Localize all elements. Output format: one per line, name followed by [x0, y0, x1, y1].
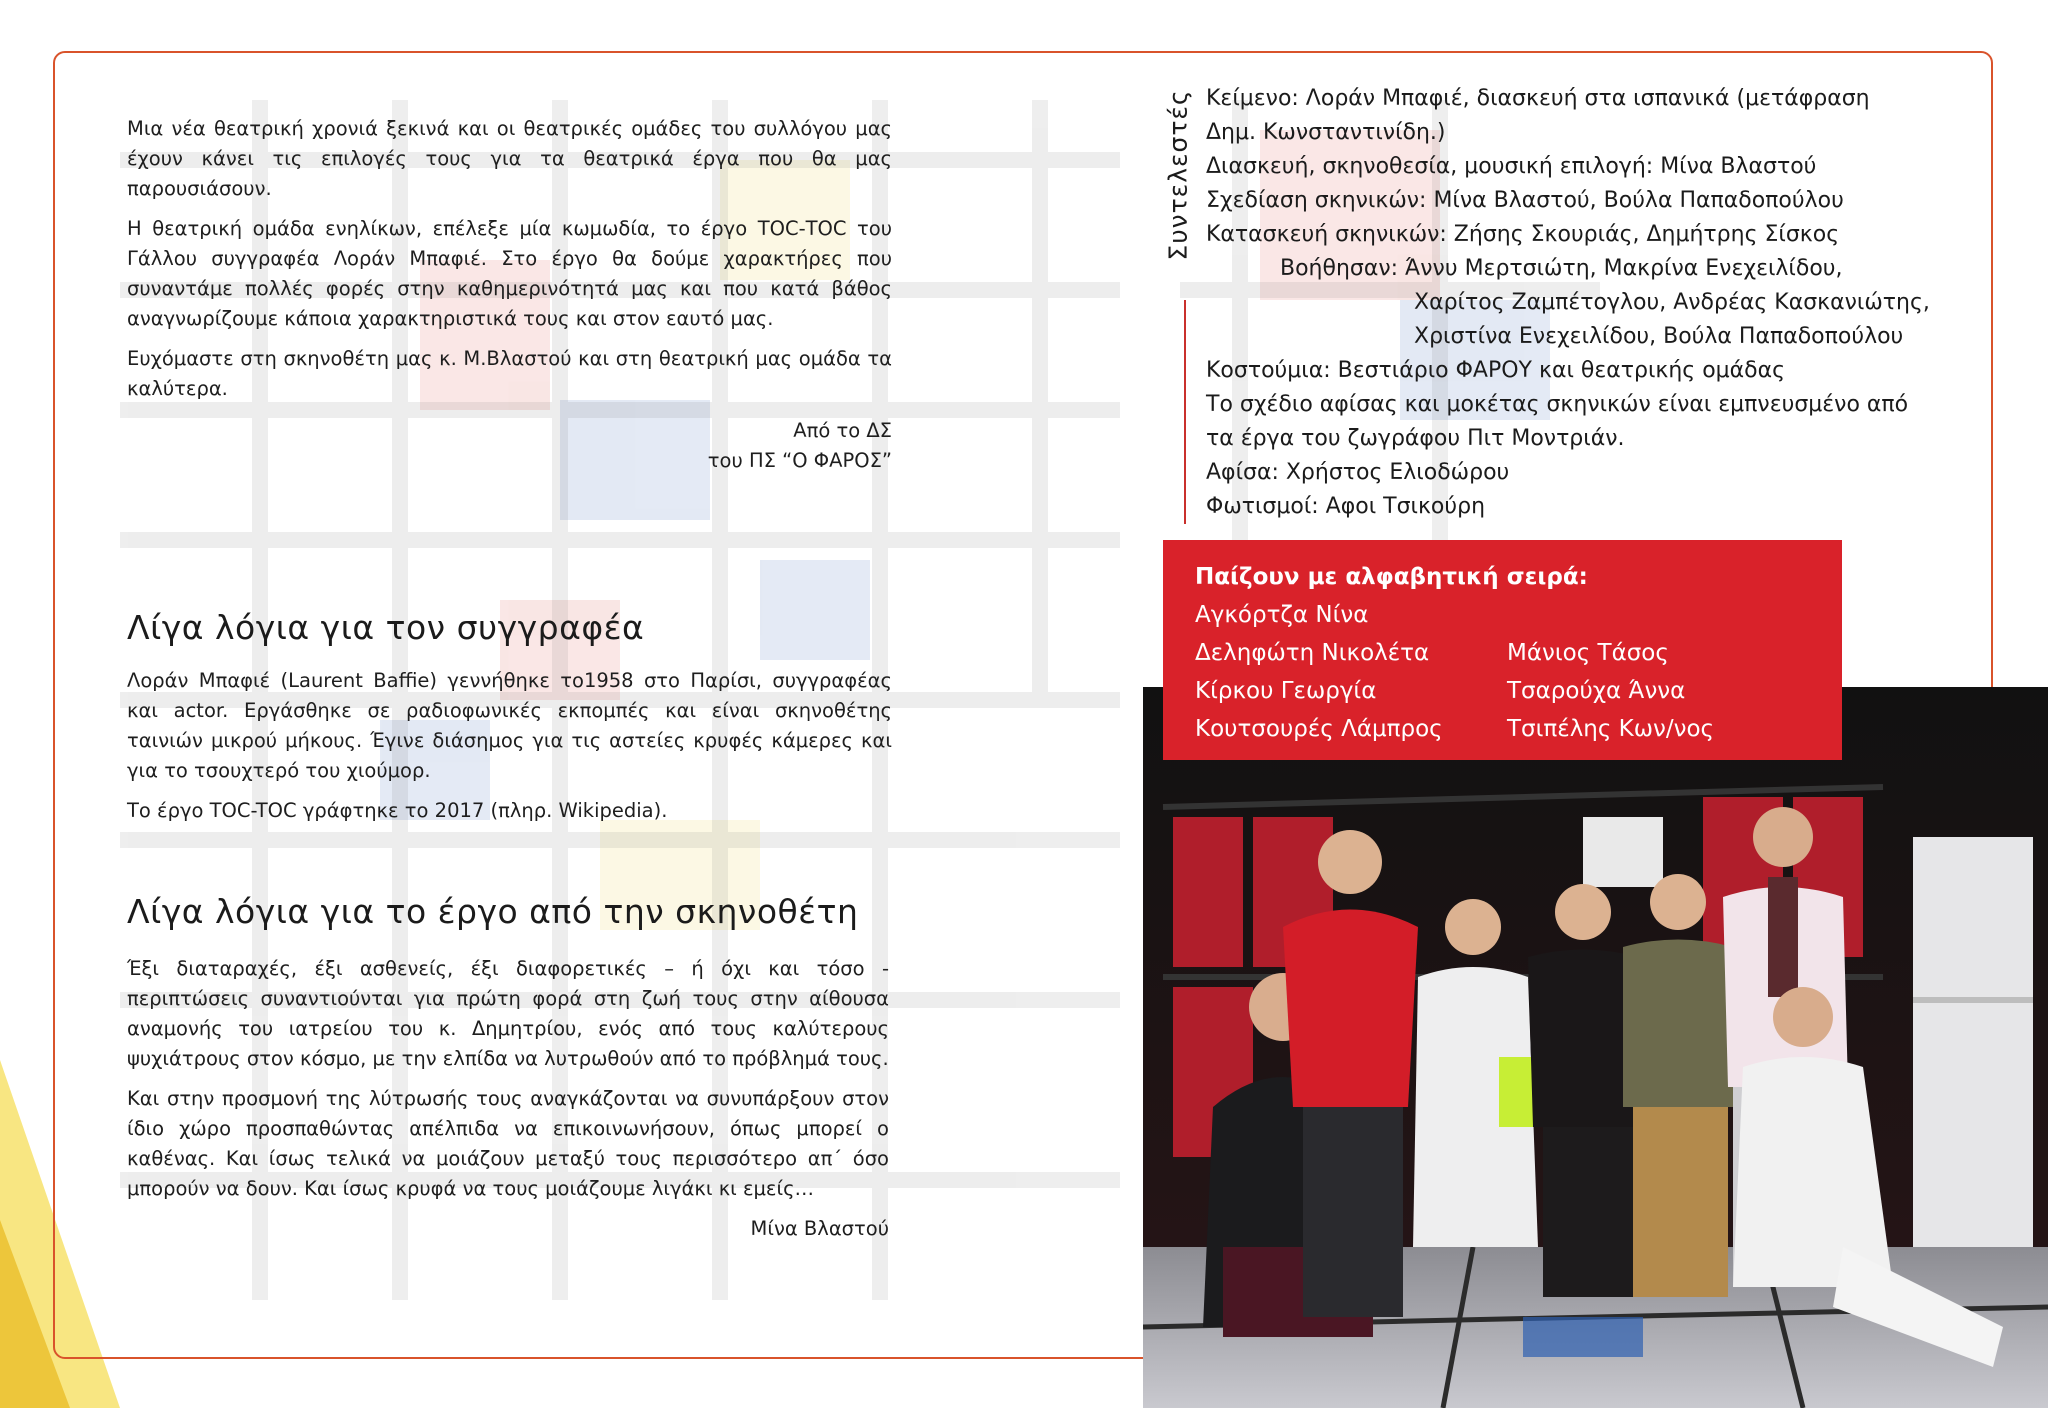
intro-paragraph-2: Η θεατρική ομάδα ενηλίκων, επέλεξε μία κωμωδία, το έργο ΤΟC-ΤΟC του Γάλλου συγγραφέα Λοράν Μπαφιέ. Στο έργο θα δούμε χαρακτήρες που συναντάμε πολλές φορές στην καθημερινότητά μας και που κατά βάθος αναγνωρίζουμε κάποια χαρακτηριστικά τους και στον εαυτό μας. [127, 217, 892, 330]
cast-member: Κουτσουρές Λάμπρος [1195, 716, 1443, 742]
credit-line: Δημ. Κωνσταντινίδη.) [1206, 120, 1446, 145]
author-paragraph-1: Λοράν Μπαφιέ (Laurent Baffie) γεννήθηκε το1958 στο Παρίσι, συγγραφέας και actor. Εργάσθηκε σε ραδιοφωνικές εκπομπές και είναι σκηνοθέτης ταινιών μικρού μήκους. Έγινε διάσημος για τις αστείες κρυφές κάμερες και για το τσουχτερό του χιούμορ. [127, 669, 892, 782]
director-paragraph-2: Και στην προσμονή της λύτρωσής τους αναγκάζονται να συνυπάρξουν στον ίδιο χώρο προσπαθώντας απέλπιδα να επικοινωνήσουν, όπως μπορεί ο καθένας. Και ίσως τελικά να μοιάζουν μεταξύ τους περισσότερο απ΄ όσο μπορούν να δουν. Και ίσως κρυφά να τους μοιάζουμε λιγάκι κι εμείς… [127, 1087, 889, 1200]
credit-line: Βοήθησαν: Άννυ Μερτσιώτη, Μακρίνα Ενεχειλίδου, [1280, 256, 1843, 281]
credits-list [1206, 82, 1966, 524]
credit-line: Αφίσα: Χρήστος Ελιοδώρου [1206, 460, 1510, 485]
credit-line: Σχεδίαση σκηνικών: Μίνα Βλαστού, Βούλα Παπαδοπούλου [1206, 188, 1844, 213]
director-section [127, 954, 889, 1244]
cast-member: Κίρκου Γεωργία [1195, 678, 1377, 704]
cast-box [1163, 540, 1842, 760]
director-paragraph-1: Έξι διαταραχές, έξι ασθενείς, έξι διαφορετικές – ή όχι και τόσο - περιπτώσεις συναντιούνται για πρώτη φορά στη ζωή τους στην αίθουσα αναμονής του ιατρείου του κ. Δημητρίου, ενός από τους καλύτερους ψυχιάτρους στον κόσμο, με την ελπίδα να λυτρωθούν από το πρόβλημά τους. [127, 957, 889, 1070]
credit-line: Κοστούμια: Βεστιάριο ΦΑΡΟΥ και θεατρικής ομάδας [1206, 358, 1786, 383]
author-heading: Λίγα λόγια για τον συγγραφέα [127, 608, 645, 647]
credit-line: Φωτισμοί: Αφοι Τσικούρη [1206, 494, 1486, 519]
author-paragraph-2: Το έργο TOC-TOC γράφτηκε το 2017 (πληρ. Wikipedia). [127, 799, 668, 822]
credit-line: Το σχέδιο αφίσας και μοκέτας σκηνικών είναι εμπνευσμένο από [1206, 392, 1909, 417]
credits-vertical-label [1160, 80, 1196, 270]
cast-member: Μάνιος Τάσος [1507, 640, 1669, 666]
cast-member: Αγκόρτζα Νίνα [1195, 602, 1369, 628]
cast-member: Τσιπέλης Κων/νος [1507, 716, 1715, 742]
director-signature: Μίνα Βλαστού [750, 1217, 889, 1240]
intro-section [127, 114, 892, 476]
intro-signature-line-1: Από το ΔΣ [793, 419, 892, 442]
cast-member: Δεληφώτη Νικολέτα [1195, 640, 1430, 666]
credits-label: Συντελεστές [1163, 89, 1193, 261]
intro-paragraph-1: Μια νέα θεατρική χρονιά ξεκινά και οι θεατρικές ομάδες του συλλόγου μας έχουν κάνει τις επιλογές τους για τα θεατρικά έργα που θα μας παρουσιάσουν. [127, 117, 892, 200]
cast-photo-illustration [1143, 687, 2048, 1408]
credit-line: Χριστίνα Ενεχειλίδου, Βούλα Παπαδοπούλου [1414, 324, 1904, 349]
intro-paragraph-3: Ευχόμαστε στη σκηνοθέτη μας κ. Μ.Βλαστού και στη θεατρική μας ομάδα τα καλύτερα. [127, 347, 892, 400]
cast-photo [1143, 687, 2048, 1408]
cast-member: Τσαρούχα Άννα [1507, 678, 1686, 704]
credit-line: Διασκευή, σκηνοθεσία, μουσική επιλογή: Μίνα Βλαστού [1206, 154, 1817, 179]
intro-signature-line-2: του ΠΣ “Ο ΦΑΡΟΣ” [707, 449, 892, 472]
credit-line: Κείμενο: Λοράν Μπαφιέ, διασκευή στα ισπανικά (μετάφραση [1206, 86, 1870, 111]
author-section [127, 666, 892, 836]
credits-divider [1184, 300, 1186, 524]
credit-line: Χαρίτος Ζαμπέτογλου, Ανδρέας Κασκανιώτης, [1414, 290, 1930, 315]
cast-title: Παίζουν με αλφαβητική σειρά: [1195, 564, 1588, 590]
credit-line: Κατασκευή σκηνικών: Ζήσης Σκουριάς, Δημήτρης Σίσκος [1206, 222, 1840, 247]
director-heading: Λίγα λόγια για το έργο από την σκηνοθέτη [127, 892, 859, 931]
credit-line: τα έργα του ζωγράφου Πιτ Μοντριάν. [1206, 426, 1625, 451]
